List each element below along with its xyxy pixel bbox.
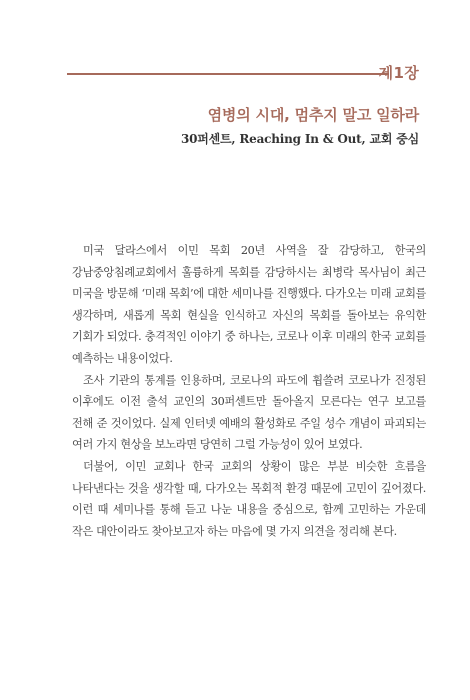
paragraph: 더불어, 이민 교회나 한국 교회의 상황이 많은 부분 비슷한 흐름을 나타낸다는 것을 생각할 때, 다가오는 목회적 환경 때문에 고민이 깊어졌다. 이런 때 세미나를 통해 듣고 나눈 내용을 중심으로, 함께 고민하는 가운데 작은 대안이라도 찾아보고자 하는 마음에 몇 가지 의견을 정리해 본다. [72, 459, 426, 538]
paragraph: 미국 달라스에서 이민 목회 20년 사역을 잘 감당하고, 한국의 강남중앙침례교회에서 훌륭하게 목회를 감당하시는 최병락 목사님이 최근 미국을 방문해 ‘미래 목회’에 대한 세미나를 진행했다. 다가오는 미래 교회를 생각하며, 새롭게 목회 현실을 인식하고 자신의 목회를 돌아보는 유익한 기회가 되었다. 충격적인 이야기 중 하나는, 코로나 이후 미래의 한국 교회를 예측하는 내용이었다. [72, 244, 426, 365]
section-title: 염병의 시대, 멈추지 말고 일하라 [207, 106, 419, 124]
chapter-divider-line [67, 73, 389, 75]
body-text [72, 240, 426, 542]
chapter-label: 제1장 [378, 64, 419, 82]
section-subtitle: 30퍼센트, Reaching In & Out, 교회 중심 [180, 132, 419, 146]
paragraph: 조사 기관의 통계를 인용하며, 코로나의 파도에 휩쓸려 코로나가 진정된 이후에도 이전 출석 교인의 30퍼센트만 돌아올지 모른다는 연구 보고를 전해 준 것이었다. 실제 인터넷 예배의 활성화로 주일 성수 개념이 파괴되는 여러 가지 현상을 보노라면 당연히 그럴 가능성이 있어 보였다. [72, 373, 426, 452]
